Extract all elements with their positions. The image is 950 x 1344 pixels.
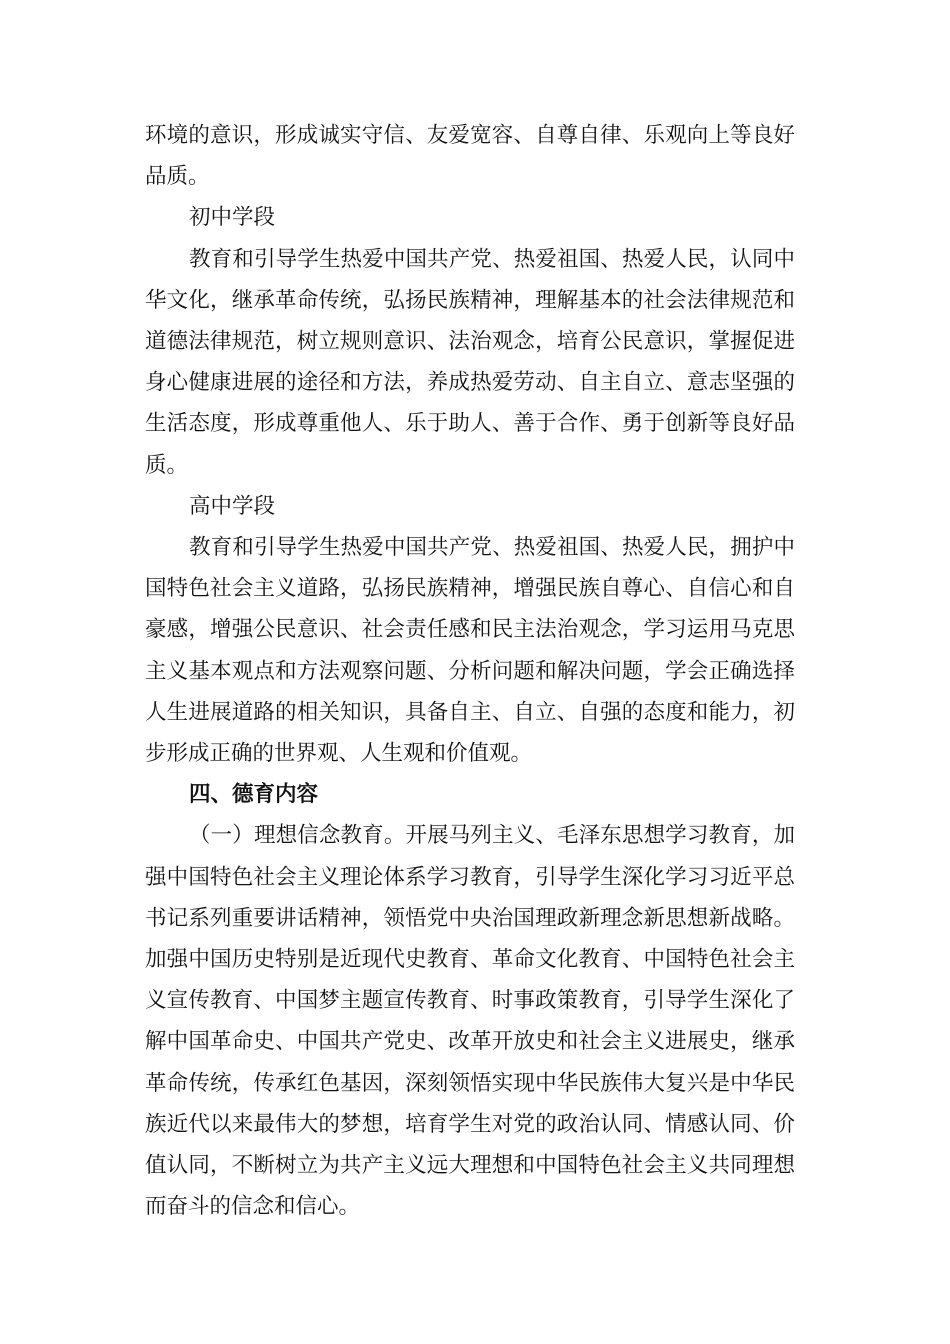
section-heading-moral-content: 四、德育内容	[189, 782, 319, 808]
heading-junior-high: 初中学段	[189, 205, 276, 231]
document-page	[145, 115, 795, 1227]
paragraph-junior-high: 教育和引导学生热爱中国共产党、热爱祖国、热爱人民，认同中华文化，继承革命传统，弘扬民族精神，理解基本的社会法律规范和道德法律规范，树立规则意识、法治观念，培育公民意识，掌握促进身心健康进展的途径和方法，养成热爱劳动、自主自立、意志坚强的生活态度，形成尊重他人、乐于助人、善于合作、勇于创新等良好品质。	[145, 246, 795, 478]
paragraph-senior-high: 教育和引导学生热爱中国共产党、热爱祖国、热爱人民，拥护中国特色社会主义道路，弘扬民族精神，增强民族自尊心、自信心和自豪感，增强公民意识、社会责任感和民主法治观念，学习运用马克思主义基本观点和方法观察问题、分析问题和解决问题，学会正确选择人生进展道路的相关知识，具备自主、自立、自强的态度和能力，初步形成正确的世界观、人生观和价值观。	[145, 535, 795, 767]
heading-senior-high: 高中学段	[189, 493, 276, 519]
paragraph-ideal-belief: （一）理想信念教育。开展马列主义、毛泽东思想学习教育，加强中国特色社会主义理论体系学习教育，引导学生深化学习习近平总书记系列重要讲话精神，领悟党中央治国理政新理念新思想新战略。加强中国历史特别是近现代史教育、革命文化教育、中国特色社会主义宣传教育、中国梦主题宣传教育、时事政策教育，引导学生深化了解中国革命史、中国共产党史、改革开放史和社会主义进展史，继承革命传统，传承红色基因，深刻领悟实现中华民族伟大复兴是中华民族近代以来最伟大的梦想，培育学生对党的政治认同、情感认同、价值认同，不断树立为共产主义远大理想和中国特色社会主义共同理想而奋斗的信念和信心。	[145, 823, 795, 1220]
paragraph-continuation: 环境的意识，形成诚实守信、友爱宽容、自尊自律、乐观向上等良好品质。	[145, 123, 795, 190]
